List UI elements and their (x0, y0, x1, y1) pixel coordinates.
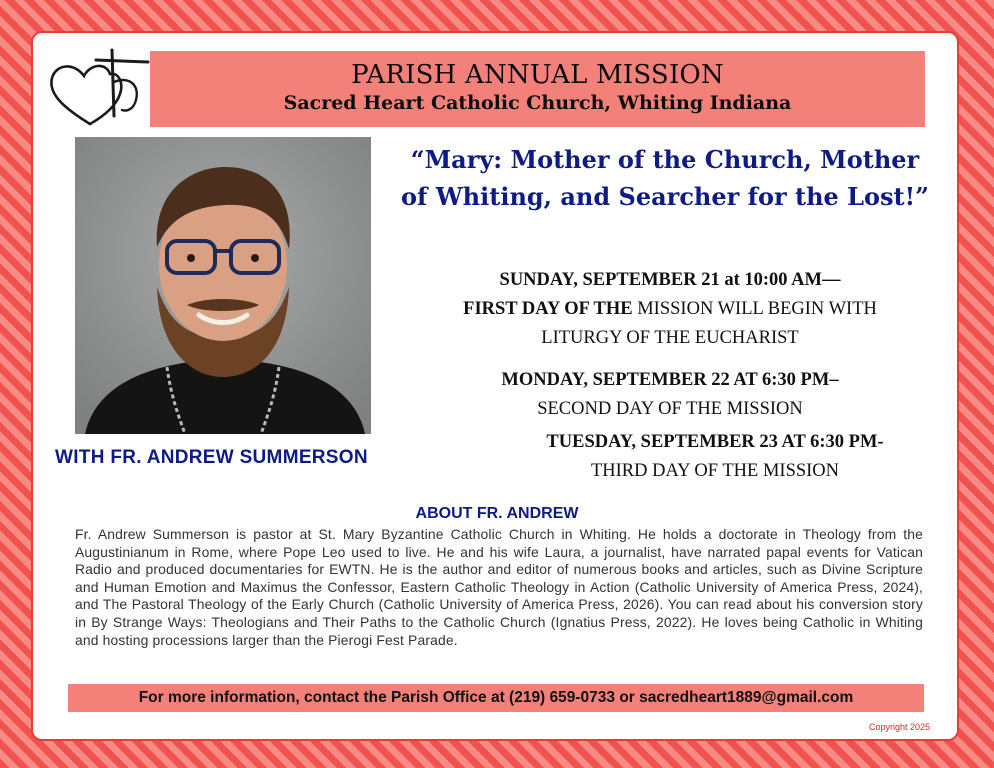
schedule-day-1-desc: MISSION WILL BEGIN WITH (632, 299, 877, 319)
mission-title: “Mary: Mother of the Church, Mother of Whiting, and Searcher for the Lost!” (401, 145, 929, 211)
about-body: Fr. Andrew Summerson is pastor at St. Mary Byzantine Catholic Church in Whiting. He holds a doctorate in Theology from the Augustinianum in Rome, where Pope Leo used to live. He and his wife Laura, a journalist, have narrated papal events for Vatican Radio and produced documentaries for EWTN. He is the author and editor of numerous books and articles, such as Divine Scripture and Human Emotion and Maximus the Confessor, Eastern Catholic Theology in Action (Catholic University of America Press, 2024), and The Pastoral Theology of the Early Church (Catholic University of America Press, 2026). You can read about his conversion story in By Strange Ways: Theologians and Their Paths to the Catholic Church (Ignatius Press, 2022). He loves being Catholic in Whiting and hosting processions larger than the Pierogi Fest Parade. (75, 526, 923, 648)
schedule-day-3 (480, 428, 950, 486)
title-banner (150, 51, 925, 127)
schedule-day-1-date: SUNDAY, SEPTEMBER 21 at 10:00 AM— (499, 270, 841, 290)
schedule-day-1 (410, 266, 930, 353)
schedule-day-2 (430, 366, 910, 424)
schedule-day-1-bold: FIRST DAY OF THE (463, 299, 633, 319)
schedule-day-3-desc: THIRD DAY OF THE MISSION (590, 461, 840, 481)
portrait-photo (75, 137, 371, 434)
schedule-day-2-date: MONDAY, SEPTEMBER 22 AT 6:30 PM– (501, 370, 839, 390)
page-title: PARISH ANNUAL MISSION (351, 60, 724, 90)
contact-banner: For more information, contact the Parish Office at (219) 659-0733 or sacredheart1889@gmail.com (68, 684, 924, 712)
schedule-day-2-desc: SECOND DAY OF THE MISSION (537, 399, 803, 419)
sacred-heart-cross-icon (44, 46, 154, 130)
schedule-day-1-desc2: LITURGY OF THE EUCHARIST (541, 328, 799, 348)
copyright-note: Copyright 2025 (868, 722, 930, 732)
speaker-caption: WITH FR. ANDREW SUMMERSON (55, 447, 368, 468)
page-subtitle: Sacred Heart Catholic Church, Whiting Indiana (283, 92, 792, 114)
about-heading: ABOUT FR. ANDREW (415, 505, 579, 522)
schedule-day-3-date: TUESDAY, SEPTEMBER 23 AT 6:30 PM- (546, 432, 884, 452)
